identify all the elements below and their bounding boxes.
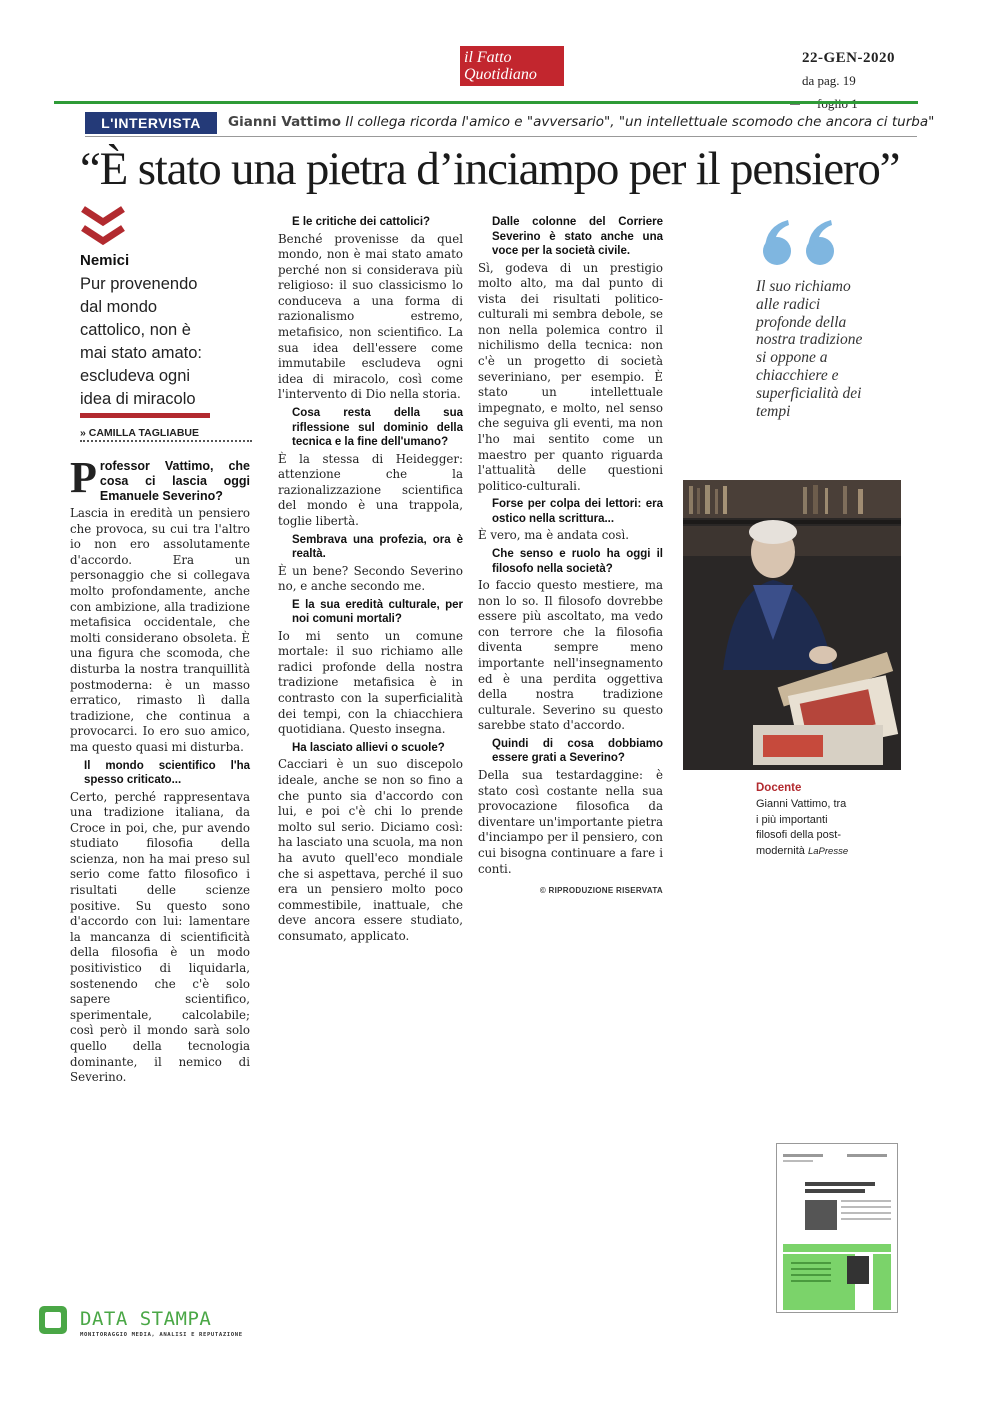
- answer-9: È vero, ma è andata così.: [478, 528, 629, 543]
- logo-line1: il Fatto: [464, 49, 512, 66]
- byline: » CAMILLA TAGLIABUE: [80, 427, 199, 439]
- kicker-text: Il collega ricorda l'amico e "avversario", "un intellettuale scomodo che ancora ci turba": [341, 114, 935, 130]
- footer-tagline: MONITORAGGIO MEDIA, ANALISI E REPUTAZIONE: [80, 1332, 243, 1338]
- drop-cap: P: [70, 453, 97, 502]
- publication-date: 22-GEN-2020: [802, 50, 895, 66]
- question-5: Sembrava una profezia, ora è realtà.: [292, 533, 463, 560]
- photo-credit: LaPresse: [807, 845, 849, 857]
- answer-4: È la stessa di Heidegger: attenzione che la razionalizzazione scientifica del mondo è una trappola, toglie libertà.: [278, 451, 463, 528]
- quote-marks-icon: [758, 218, 842, 268]
- logo-line2: Quotidiano: [464, 66, 537, 83]
- question-1-text: rofessor Vattimo, che cosa ci lascia oggi Emanuele Severino?: [99, 459, 250, 503]
- portrait-photo: [683, 480, 901, 770]
- question-1: [70, 453, 250, 504]
- copyright-note: © RIPRODUZIONE RISERVATA: [539, 886, 663, 896]
- answer-5: È un bene? Secondo Severino no, e anche secondo me.: [278, 563, 463, 594]
- caption-text: Gianni Vattimo, tra i più importanti filosofi della post-modernità: [756, 798, 847, 857]
- answer-6: Io mi sento un comune mortale: il suo richiamo alle radici profonde della nostra tradizione metafisica è in contrasto con la superficialità dei tempi, con la chiacchiera quotidiana. Questo insegna.: [278, 628, 463, 737]
- question-4: Cosa resta della sua riflessione sul dominio della tecnica e la fine dell'umano?: [292, 407, 463, 449]
- answer-7: Cacciari è un suo discepolo ideale, anche se non so fino a che punto sia d'accordo con lui, e poi c'è chi lo prende molto sul serio. Diciamo così: ha lasciato una scuola, ma non ha avuto quell'eco mondiale che si aspettava, perché il suo era un pensiero molto poco commestibile, inattuale, che deve ancora essere studiato, consumato, applicato.: [278, 757, 463, 943]
- answer-1: Lascia in eredità un pensiero che provoca, su cui tra l'altro io non ero assolutamente d'accordo. Era un personaggio che si collegava molto profondamente, anche con ambizione, alla tradizione metafisica occidentale, che molti considerano obsoleta. È una figura che scomoda, che disturba la nostra tranquillità postmoderna: è un masso erratico, rimasto lì dalla tradizione, che continua a provocarci. Io ero suo amico, ma questo quasi mi disturba.: [70, 506, 250, 754]
- article-column-1: [70, 453, 250, 1088]
- newspaper-logo: [460, 46, 564, 86]
- kicker-name: Gianni Vattimo: [228, 114, 342, 130]
- sidebar-subtitle: Pur provenendo dal mondo cattolico, non è mai stato amato: escludeva ogni idea di miracolo: [80, 275, 202, 408]
- question-9: Forse per colpa dei lettori: era ostico nella scrittura...: [492, 498, 663, 525]
- caption-title: Docente: [756, 782, 802, 794]
- sidebar-red-bar: [80, 413, 210, 418]
- dotted-divider: [80, 440, 252, 442]
- sheet-dash: [790, 104, 800, 105]
- question-8: Dalle colonne del Corriere Severino è stato anche una voce per la società civile.: [492, 216, 663, 257]
- section-tag: L'INTERVISTA: [85, 112, 217, 134]
- data-stampa-logo-icon: [38, 1305, 68, 1335]
- question-11: Quindi di cosa dobbiamo essere grati a Severino?: [492, 737, 663, 765]
- question-6: E la sua eredità culturale, per noi comuni mortali?: [292, 598, 463, 626]
- page-reference: da pag. 19: [802, 73, 856, 88]
- green-divider: [54, 101, 918, 104]
- answer-11: Della sua testardaggine: è stato così costante nella sua provocazione filosofica da diventare un'importante pietra d'inciampo per il pensiero, con cui bisogna continuare a fare i conti.: [478, 767, 663, 876]
- page-thumbnail: [776, 1143, 898, 1313]
- headline: “È stato una pietra d’inciampo per il pensiero”: [80, 143, 900, 195]
- answer-8: Sì, godeva di un prestigio molto alto, ma dal punto di vista dei risultati politico-culturali mi sembra debole, se non nella polemica contro il nichilismo della tecnica: non c'è un progetto di società severiniano, per esempio. È stato un intellettuale impegnato, e molto, nel senso che seguiva gli eventi, ma non l'ho mai sentito come un maestro per quanto riguarda l'attualità delle questioni politico-culturali.: [478, 260, 663, 493]
- answer-3: Benché provenisse da quel mondo, non è mai stato amato perché non si considerava più religioso: il suo classicismo lo conduceva a una forma di razionalismo estremo, metafisico, non scientifico. La sua idea dell'essere come immutabile escludeva ogni idea di miracolo, così come l'intervento di Dio nella storia.: [278, 231, 463, 402]
- photo-caption: [756, 797, 851, 859]
- question-3: E le critiche dei cattolici?: [292, 216, 431, 228]
- question-2: Il mondo scientifico l'ha spesso criticato...: [84, 759, 250, 786]
- answer-10: Io faccio questo mestiere, ma non lo so. Il filosofo dovrebbe essere più ascoltato, ma vedo con terrore che la filosofia diventa sempre meno importante nell'insegnamento ed è una perdita oggettiva della nostra tradizione culturale. Severino su questo sarebbe stato d'accordo.: [478, 578, 663, 733]
- kicker: [228, 114, 934, 130]
- article-column-3: [478, 212, 663, 899]
- sidebar-title: Nemici: [80, 252, 130, 269]
- kicker-divider: [85, 136, 917, 137]
- pull-quote: Il suo richiamo alle radici profonde della nostra tradizione si oppone a chiacchiere e superficialità dei tempi: [756, 278, 863, 420]
- answer-2: Certo, perché rappresentava una tradizione italiana, da Croce in poi, che, pur avendo studiato filosofia della scienza, non ha mai preso sul serio come fatto filosofico i risultati delle scienze positive. Su questo sono d'accordo con lui: lamentare la mancanza di scientificità della filosofia è un modo positivistico di liquidarla, sostenendo che c'è solo sapere scientifico, sperimentale, calcolabile; così però il mondo sarà solo quello della tecnologia dominante, il nemico di Severino.: [70, 789, 250, 1085]
- question-10: Che senso e ruolo ha oggi il filosofo nella società?: [492, 548, 663, 575]
- question-7: Ha lasciato allievi o scuole?: [292, 741, 445, 754]
- footer-brand: DATA STAMPA: [80, 1308, 212, 1330]
- sheet-number: [817, 96, 858, 112]
- article-column-2: [278, 212, 463, 946]
- chevron-down-icon: [80, 206, 126, 250]
